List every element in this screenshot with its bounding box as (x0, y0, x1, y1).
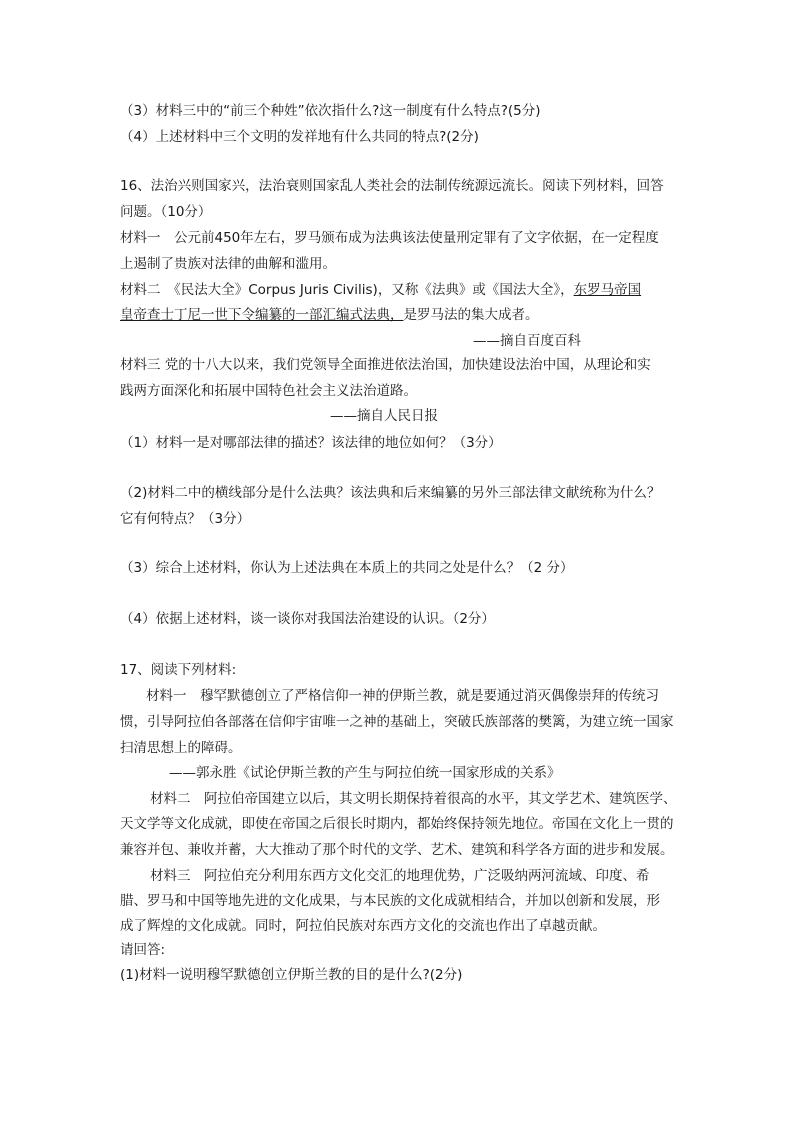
q16-material1: 材料一 公元前450年左右，罗马颁布成为法典该法使量刑定罪有了文字依据，在一定程度 (120, 230, 659, 246)
q16-sub-question-1: （1）材料一是对哪部法律的描述？该法律的地位如何？（3分） (120, 435, 502, 451)
q17-material1-cont: 惯，引导阿拉伯各部落在信仰宇宙唯一之神的基础上，突破氏族部落的樊篱，为建立统一国家 (120, 714, 674, 730)
q17-intro: 17、阅读下列材料: (120, 662, 237, 678)
q16-material3-cont: 践两方面深化和拓展中国特色社会主义法治道路。 (120, 383, 417, 399)
q16-sub-question-4: （4）依据上述材料，谈一谈你对我国法治建设的认识。（2分） (120, 611, 495, 627)
q17-material3-cont2: 成了辉煌的文化成就。同时，阿拉伯民族对东西方文化的交流也作出了卓越贡献。 (120, 918, 606, 934)
q16-material2 (120, 280, 641, 300)
q17-material2: 材料二 阿拉伯帝国建立以后，其文明长期保持着很高的水平，其文学艺术、建筑医学、 (150, 791, 677, 807)
q16-material2-text: 材料二 《民法大全》Corpus Juris Civilis)，又称《法典》或《国法大全》， (120, 282, 574, 298)
q16-material2-cont (120, 305, 539, 325)
q17-material1-source: ——郭永胜《试论伊斯兰教的产生与阿拉伯统一国家形成的关系》 (169, 765, 561, 781)
q16-material3-source: ——摘自人民日报 (330, 408, 438, 424)
q17-material1: 材料一 穆罕默德创立了严格信仰一神的伊斯兰教，就是要通过消灭偶像崇拜的传统习 (146, 688, 659, 704)
q17-material3-cont: 腊、罗马和中国等地先进的文化成果，与本民族的文化成就相结合，并加以创新和发展，形 (120, 893, 660, 909)
q16-material2-tail: 是罗马法的集大成者。 (403, 307, 539, 323)
prev-question-3: （3）材料三中的“前三个种姓”依次指什么?这一制度有什么特点?(5分) (120, 103, 541, 119)
q16-sub-question-3: （3）综合上述材料，你认为上述法典在本质上的共同之处是什么？（2 分） (120, 560, 574, 576)
q17-material2-cont2: 兼容并包、兼收并蓄，大大推动了那个时代的文学、艺术、建筑和科学各方面的进步和发展。 (120, 842, 674, 858)
q16-intro-cont: 问题。（10分） (120, 204, 212, 220)
prev-question-4: （4）上述材料中三个文明的发祥地有什么共同的特点?(2分) (120, 129, 479, 145)
q17-material3: 材料三 阿拉伯充分利用东西方文化交汇的地理优势，广泛吸纳两河流域、印度、希 (150, 868, 650, 884)
q17-material1-cont2: 扫清思想上的障碍。 (120, 740, 242, 756)
q16-material1-cont: 上遏制了贵族对法律的曲解和滥用。 (120, 256, 336, 272)
q16-sub-question-2-cont: 它有何特点？（3分） (120, 511, 251, 527)
q17-material2-cont: 天文学等文化成就，即使在帝国之后很长时期内，都始终保持领先地位。帝国在文化上一贯的 (120, 816, 674, 832)
q17-sub-question-1: (1)材料一说明穆罕默德创立伊斯兰教的目的是什么?(2分) (120, 967, 463, 983)
q16-material2-underlined: 东罗马帝国 (573, 282, 642, 298)
q16-sub-question-2: （2)材料二中的横线部分是什么法典？该法典和后来编纂的另外三部法律文献统称为什么？ (120, 485, 661, 501)
q16-material3: 材料三 党的十八大以来，我们党领导全面推进依法治国，加快建设法治中国，从理论和实 (120, 357, 651, 373)
q16-material2-source: ——摘自百度百科 (473, 333, 581, 349)
q17-prompt: 请回答: (120, 942, 166, 958)
q16-material2-underlined-cont: 皇帝查士丁尼一世下令编纂的一部汇编式法典， (120, 307, 404, 323)
q16-intro: 16、法治兴则国家兴，法治衰则国家乱人类社会的法制传统源远流长。阅读下列材料，回答 (120, 178, 664, 194)
